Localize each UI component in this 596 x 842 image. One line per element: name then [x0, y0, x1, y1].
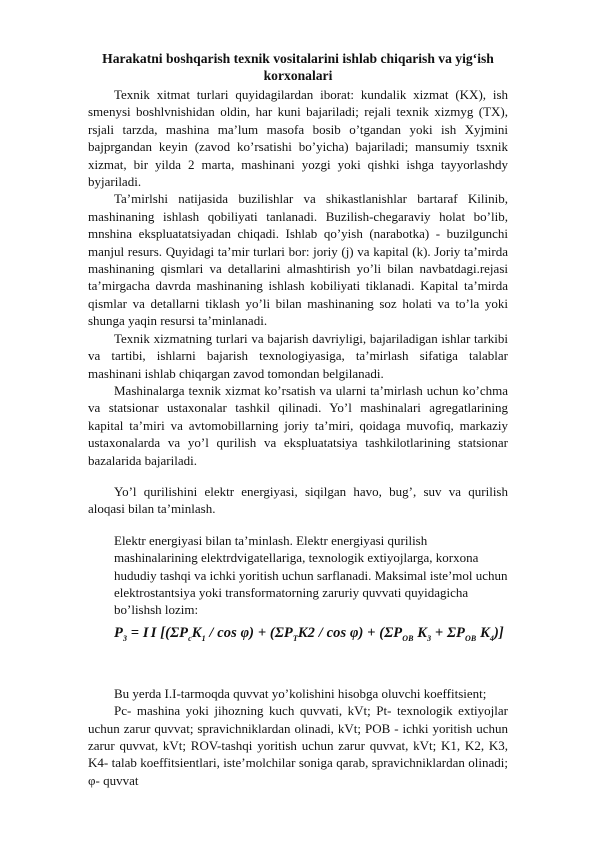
document-title: Harakatni boshqarish texnik vositalarini ishlab chiqarish va yig‘ish korxonalari	[102, 51, 494, 83]
paragraph-variables: Pc- mashina yoki jihozning kuch quvvati, kVt; Pt- texnologik extiyojlar uchun zarur quvvat; spravichniklardan olinadi, kVt; POB - ichki yoritish uchun zarur quvvat, kVt; ROV-tashqi yoritish uchun zarur quvvat, kVt; K1, K2, K3, K4- talab koeffitsientlari, iste’molchilar soniga qarab, spravichniklardan olinadi; φ- quvvat	[88, 703, 508, 788]
paragraph-where: Bu yerda I.I-tarmoqda quvvat yo’kolishini hisobga oluvchi koeffitsient;	[114, 685, 487, 701]
paragraph-service-types: Texnik xitmat turlari quyidagilardan iborat: kundalik xizmat (KX), ish smenysi boshlvnishidan oldin, har kuni bajariladi; rejali texnik xizmyg (TX), rsjali tarzda, mashina ma’lum masofa bosib o’tgandan yoki ish Xyjmini bajprgandan keyin (zavod ko’rsatishi bo’yicha) bajariladi; mansumiy tsxnik xizmat, bir yilda 2 marta, mashinani yozgi yoki qishki ishga tayyorlashdy byjariladi.	[88, 87, 508, 190]
paragraph-periodicity: Texnik xizmatning turlari va bajarish davriyligi, bajariladigan ishlar tarkibi va tartibi, ishlarni bajarish texnologiyasiga, ta’mirlash sifatiga talablar mashinani ishlab chiqargan zavod tomondan belgilanadi.	[88, 330, 508, 381]
paragraph-workshops: Mashinalarga texnik xizmat ko’rsatish va ularni ta’mirlash uchun ko’chma va statsionar ustaxonalar tashkil qilinadi. Yo’l mashinalari agregatlarining kapital ta’miri va avtomobillarning joriy ta’miri, qoidaga muvofiq, markaziy ustaxonalarda va yo’l qurilish va ekspluatatsiya tashkilotlarining statsionar bazalarida bajariladi.	[88, 382, 508, 468]
paragraph-electric-supply: Elektr energiyasi bilan ta’minlash. Elektr energiyasi qurilish mashinalarining elektrdvigatellariga, texnologik extiyojlarga, korxona hududiy tashqi va ichki yoritish uchun sarflanadi. Maksimal iste’mol uchun elektrostantsiya yoki transformatorning zaruriy quvvati quyidagicha bo’lishsh lozim:	[114, 532, 508, 618]
power-formula: $P_3 = I$ I [$(\Sigma P_cK_1 / \cos \varphi) + (\Sigma P_TK2 / \cos \varphi) + (\Sigma P_{OB}$ $K_3 + \Sigma P_{OB}$ $K_4$)]	[114, 624, 504, 643]
paragraph-supply-heading: Yo’l qurilishini elektr energiyasi, siqilgan havo, bug’, suv va qurilish aloqasi bilan ta’minlash.	[88, 483, 508, 517]
paragraph-repair: Ta’mirlshi natijasida buzilishlar va shikastlanishlar bartaraf Kilinib, mashinaning ishlash qobiliyati tanlanadi. Buzilish-chegaraviy holat bo’lib, mnshina ekspluatatsiyadan chiqadi. Ishlab qo’yish (narabotka) - buzilgunchi manjul resurs. Quyidagi ta’mir turlari bor: joriy (j) va kapital (k). Joriy ta’mirda mashinaning qismlari va detallarini almashtirish yo’li bilan navbatdagi.rejasi ta’mirgacha davrda mashinaning ishlash kobiliyati tiklanadi. Kapital ta’mirda qismlar va detallarni tiklash yo’li bilan mashinaning soz holati va to’la yoki shunga yaqin resursi ta’minlanadi.	[88, 191, 508, 329]
document-page	[88, 50, 508, 789]
